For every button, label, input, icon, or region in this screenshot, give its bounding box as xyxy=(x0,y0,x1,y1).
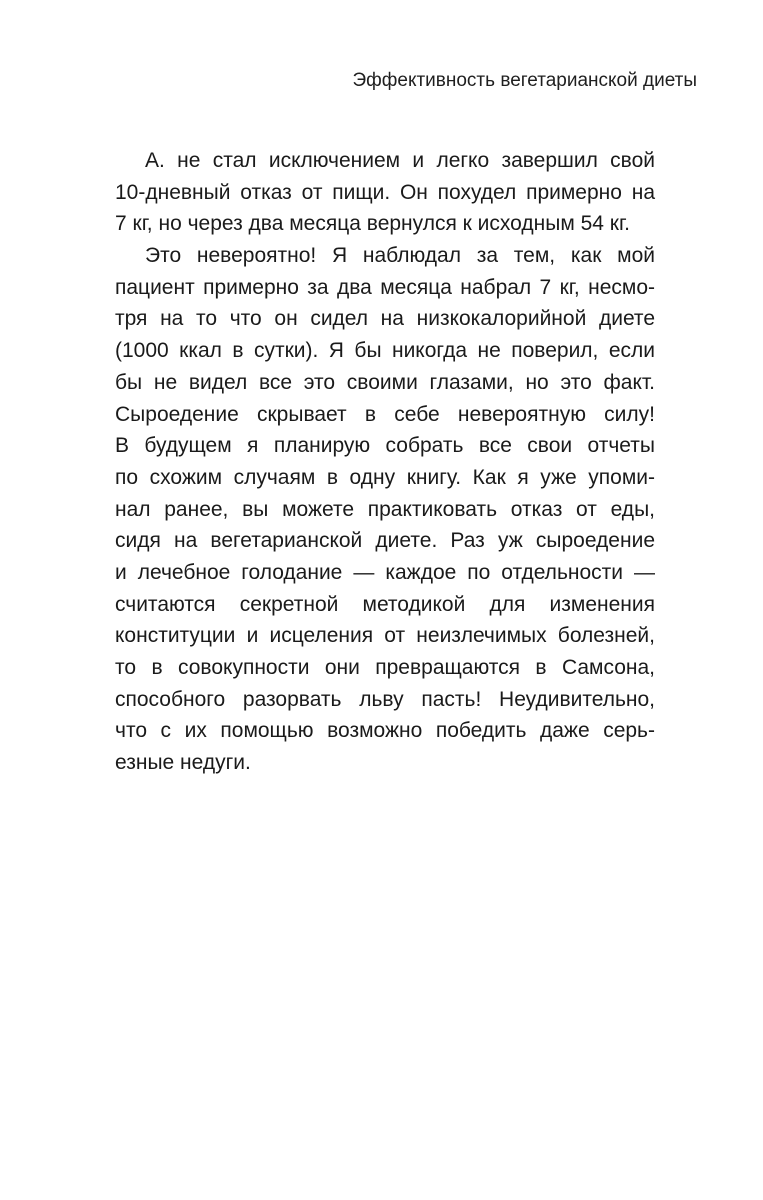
text-line: бы не видел все это своими глазами, но это факт. xyxy=(115,370,655,394)
text-line: Сыроедение скрывает в себе невероятную силу! xyxy=(115,402,655,426)
text-line: конституции и исцеления от неизлечимых болезней, xyxy=(115,624,655,648)
paragraph xyxy=(115,145,655,240)
paragraph xyxy=(115,240,655,779)
text-line: 7 кг, но через два месяца вернулся к исходным 54 кг. xyxy=(115,212,630,236)
running-header-title: Эффективность вегетарианской диеты xyxy=(352,70,697,91)
text-line: 10-дневный отказ от пищи. Он похудел примерно на xyxy=(115,180,655,204)
text-line: что с их помощью возможно победить даже серь- xyxy=(115,719,655,743)
text-line: считаются секретной методикой для изменения xyxy=(115,592,655,616)
text-line: тря на то что он сидел на низкокалорийной диете xyxy=(115,307,655,331)
text-line: пациент примерно за два месяца набрал 7 кг, несмо- xyxy=(115,275,655,299)
text-line: нал ранее, вы можете практиковать отказ от еды, xyxy=(115,497,655,521)
text-line: способного разорвать льву пасть! Неудивительно, xyxy=(115,687,655,711)
text-line: (1000 ккал в сутки). Я бы никогда не поверил, если xyxy=(115,339,655,363)
text-line: и лечебное голодание — каждое по отдельности — xyxy=(115,560,655,584)
text-line: Это невероятно! Я наблюдал за тем, как мой xyxy=(145,244,655,268)
text-line: по схожим случаям в одну книгу. Как я уже упоми- xyxy=(115,465,655,489)
text-line: сидя на вегетарианской диете. Раз уж сыроедение xyxy=(115,529,655,553)
body-text xyxy=(115,145,655,779)
text-line: езные недуги. xyxy=(115,751,251,775)
text-line: А. не стал исключением и легко завершил свой xyxy=(145,149,655,172)
text-line: В будущем я планирую собрать все свои отчеты xyxy=(115,434,655,458)
text-line: то в совокупности они превращаются в Самсона, xyxy=(115,656,655,679)
